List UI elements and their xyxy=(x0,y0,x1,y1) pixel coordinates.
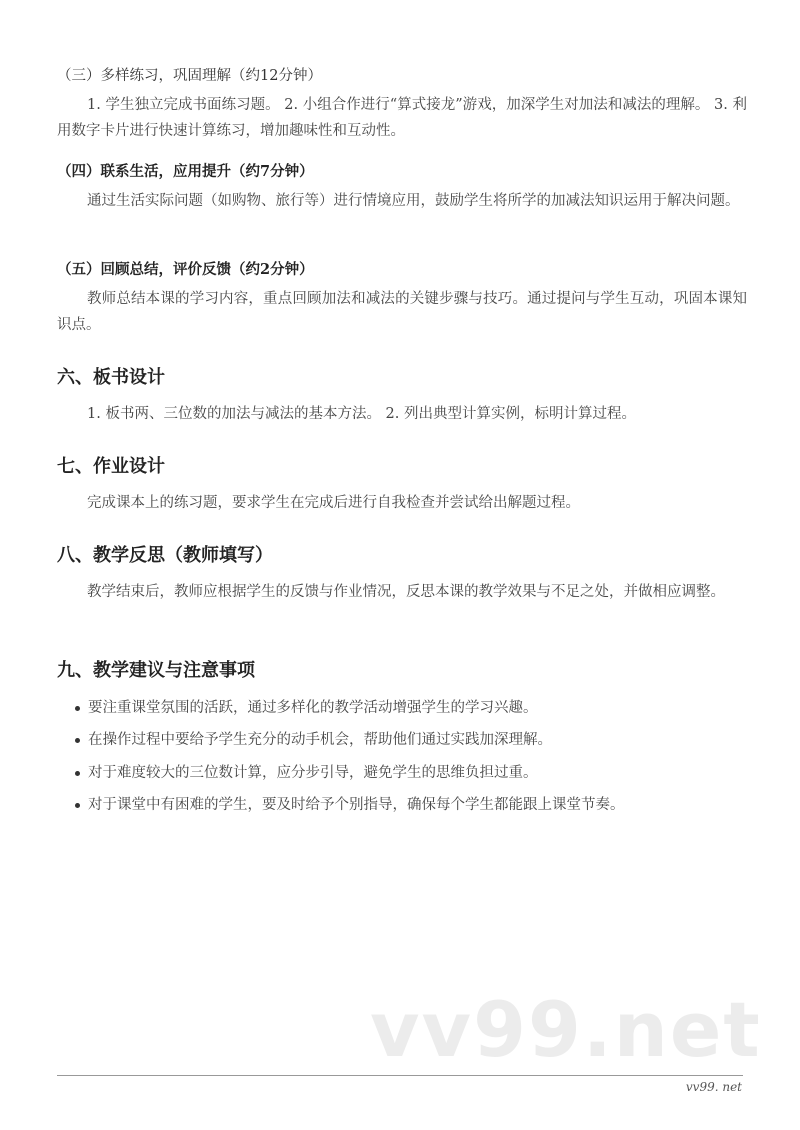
section-9-heading: 九、教学建议与注意事项 xyxy=(57,660,255,681)
list-item xyxy=(75,793,625,814)
subsection-3-body: 1. 学生独立完成书面练习题。 2. 小组合作进行“算式接龙”游戏，加深学生对加法和减法的理解。 3. 利用数字卡片进行快速计算练习，增加趣味性和互动性。 xyxy=(57,97,747,139)
section-7-body: 完成课本上的练习题，要求学生在完成后进行自我检查并尝试给出解题过程。 xyxy=(87,495,580,511)
list-item-text: 要注重课堂氛围的活跃，通过多样化的教学活动增强学生的学习兴趣。 xyxy=(88,700,538,716)
subsection-3-title: （三）多样练习，巩固理解（约12分钟） xyxy=(57,68,322,84)
section-8-heading: 八、教学反思（教师填写） xyxy=(57,545,273,566)
footer-divider xyxy=(57,1075,743,1076)
list-item-text: 对于难度较大的三位数计算，应分步引导，避免学生的思维负担过重。 xyxy=(88,765,538,781)
section-6-body: 1. 板书两、三位数的加法与减法的基本方法。 2. 列出典型计算实例，标明计算过程。 xyxy=(87,406,636,422)
watermark: vv99.net xyxy=(370,985,762,1074)
list-item-text: 在操作过程中要给予学生充分的动手机会，帮助他们通过实践加深理解。 xyxy=(88,732,552,748)
bullet-icon xyxy=(75,706,80,711)
section-8-body: 教学结束后，教师应根据学生的反馈与作业情况，反思本课的教学效果与不足之处，并做相应调整。 xyxy=(87,584,725,600)
list-item xyxy=(75,761,538,782)
bullet-icon xyxy=(75,738,80,743)
list-item xyxy=(75,696,538,717)
footer-site: vv99. net xyxy=(685,1080,742,1094)
subsection-5-title: （五）回顾总结，评价反馈（约2分钟） xyxy=(57,261,314,278)
section-7-heading: 七、作业设计 xyxy=(57,456,165,477)
subsection-5-body: 教师总结本课的学习内容，重点回顾加法和减法的关键步骤与技巧。通过提问与学生互动，巩固本课知识点。 xyxy=(57,291,747,333)
bullet-icon xyxy=(75,803,80,808)
list-item-text: 对于课堂中有困难的学生，要及时给予个别指导，确保每个学生都能跟上课堂节奏。 xyxy=(88,797,625,813)
section-6-heading: 六、板书设计 xyxy=(57,367,165,388)
subsection-4-title: （四）联系生活，应用提升（约7分钟） xyxy=(57,163,314,180)
list-item xyxy=(75,728,552,749)
subsection-4-body: 通过生活实际问题（如购物、旅行等）进行情境应用，鼓励学生将所学的加减法知识运用于解决问题。 xyxy=(87,193,740,209)
bullet-icon xyxy=(75,771,80,776)
